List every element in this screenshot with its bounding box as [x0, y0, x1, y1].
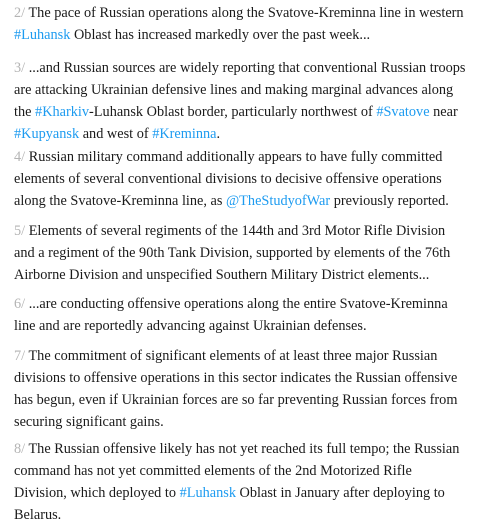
post-number: 8/ [14, 441, 26, 457]
thread-post-2 [14, 2, 467, 46]
thread-post-8 [14, 438, 467, 526]
post-text: ...are conducting offensive operations along the entire Svatove-Kreminna line and are reportedly advancing against Ukrainian defenses. [14, 296, 448, 334]
post-number: 4/ [14, 149, 26, 165]
post-text: The pace of Russian operations along the Svatove-Kreminna line in western [25, 5, 464, 21]
hashtag-link[interactable]: #Luhansk [179, 485, 236, 501]
mention-link[interactable]: @TheStudyofWar [226, 193, 331, 209]
thread-post-6 [14, 293, 467, 337]
hashtag-link[interactable]: #Kupyansk [14, 126, 80, 142]
post-text: Oblast in January after deploying to Belarus. [14, 485, 445, 523]
post-text: Elements of several regiments of the 144th and 3rd Motor Rifle Division and a regiment of the 90th Tank Division, supported by elements of the 76th Airborne Division and unspecified Southern Military District elements... [14, 223, 451, 283]
post-text: -Luhansk Oblast border, particularly northwest of [89, 104, 377, 120]
post-text: . [216, 126, 221, 142]
thread-post-4 [14, 146, 467, 212]
post-number: 7/ [14, 348, 26, 364]
post-text: Russian military command additionally appears to have fully committed elements of several conventional divisions to decisive offensive operations along the Svatove-Kreminna line, as [14, 149, 443, 209]
post-text: The commitment of significant elements of at least three major Russian divisions to offensive operations in this sector indicates the Russian offensive has begun, even if Ukrainian forces are so far preventing Russian forces from securing significant gains. [14, 348, 458, 430]
post-text: Oblast has increased markedly over the past week... [70, 27, 371, 43]
post-text: The Russian offensive likely has not yet reached its full tempo; the Russian command has not yet committed elements of the 2nd Motorized Rifle Division, which deployed to [14, 441, 460, 501]
post-number: 2/ [14, 5, 26, 21]
thread-post-3 [14, 57, 467, 145]
post-number: 3/ [14, 60, 26, 76]
thread-post-5 [14, 220, 467, 286]
post-text: ...and Russian sources are widely reporting that conventional Russian troops are attacking Ukrainian defensive lines and making marginal advances along the [14, 60, 466, 120]
hashtag-link[interactable]: #Kharkiv [35, 104, 90, 120]
post-text: near [429, 104, 458, 120]
post-text: previously reported. [330, 193, 449, 209]
thread-post-7 [14, 345, 467, 433]
post-text: and west of [79, 126, 153, 142]
post-number: 5/ [14, 223, 26, 239]
hashtag-link[interactable]: #Kreminna [152, 126, 217, 142]
post-number: 6/ [14, 296, 26, 312]
hashtag-link[interactable]: #Svatove [376, 104, 430, 120]
hashtag-link[interactable]: #Luhansk [14, 27, 71, 43]
